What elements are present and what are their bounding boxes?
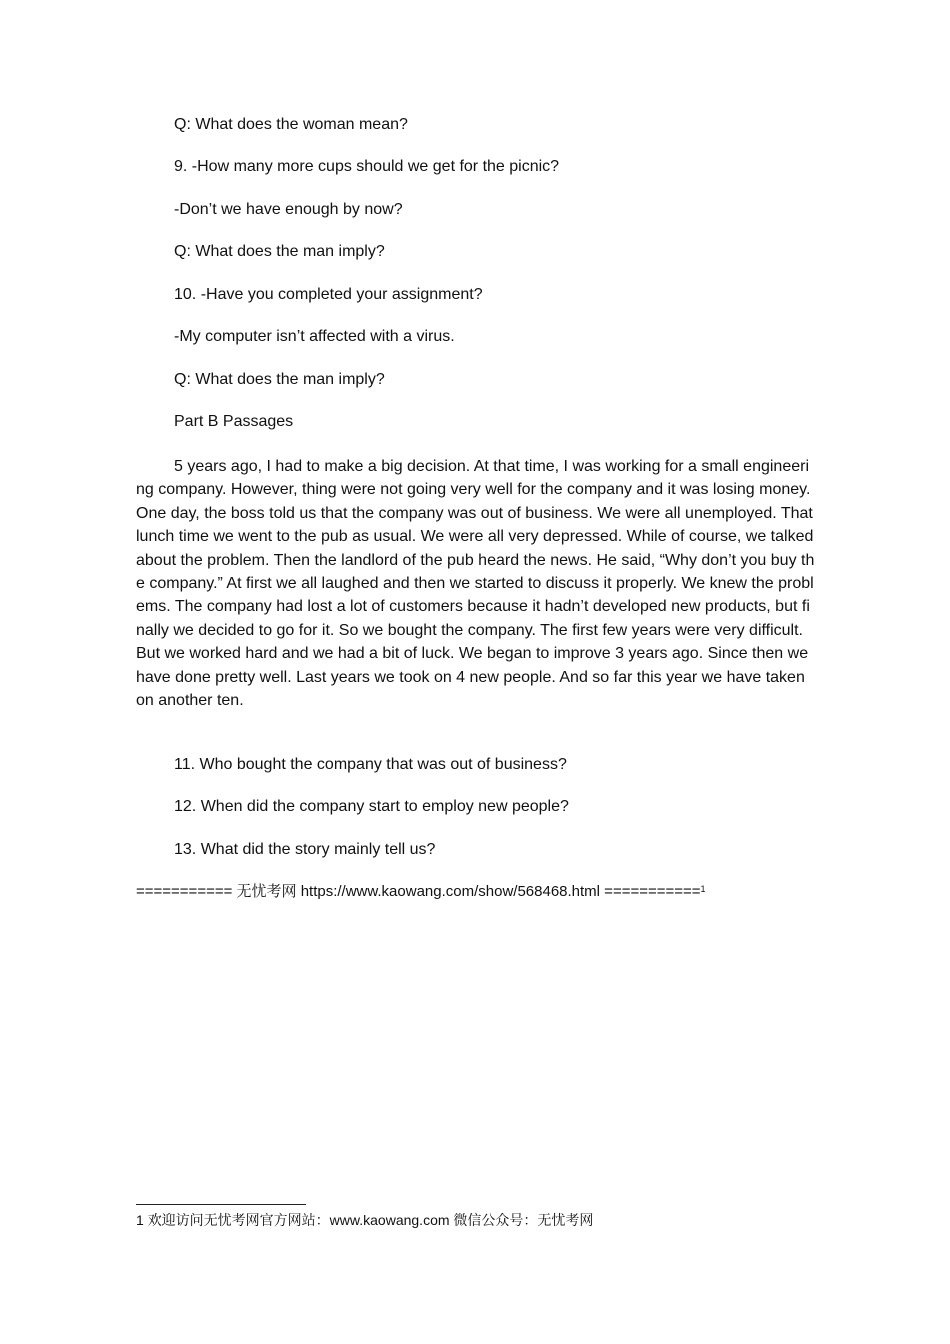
footnote-reference[interactable]: 1: [700, 884, 706, 894]
question-line: Q: What does the woman mean?: [174, 116, 408, 133]
dialogue-line: -My computer isn’t affected with a virus.: [174, 328, 455, 345]
footnote-number: 1: [136, 1212, 144, 1228]
passage-question: 13. What did the story mainly tell us?: [174, 841, 436, 858]
source-separator-text[interactable]: =========== 无忧考网 https://www.kaowang.com/show/568468.html ===========: [136, 883, 701, 900]
dialogue-line: 10. -Have you completed your assignment?: [174, 286, 483, 303]
source-separator: [136, 881, 706, 903]
question-line: Q: What does the man imply?: [174, 371, 385, 388]
passage-paragraph: 5 years ago, I had to make a big decision. At that time, I was working for a small engineering company. However, thing were not going very well for the company and it was losing money. One day, the boss told us that the company was out of business. We were all unemployed. That lunch time we went to the pub as usual. We were all very depressed. While of course, we talked about the problem. Then the landlord of the pub heard the news. He said, “Why don’t you buy the company.” At first we all laughed and then we started to discuss it properly. We knew the problems. The company had lost a lot of customers because it hadn’t developed new products, but finally we decided to go for it. So we bought the company. The first few years were very difficult. But we worked hard and we had a bit of luck. We began to improve 3 years ago. Since then we have done pretty well. Last years we took on 4 new people. And so far this year we have taken on another ten.: [136, 458, 815, 710]
passage-question: 11. Who bought the company that was out of business?: [174, 756, 567, 773]
footnote: [136, 1210, 593, 1230]
question-line: Q: What does the man imply?: [174, 243, 385, 260]
section-heading: Part B Passages: [174, 413, 294, 430]
footnote-text: 欢迎访问无忧考网官方网站：www.kaowang.com 微信公众号：无忧考网: [147, 1212, 594, 1228]
passage-question: 12. When did the company start to employ new people?: [174, 798, 569, 815]
footnote-divider: [136, 1204, 306, 1205]
dialogue-line: -Don’t we have enough by now?: [174, 201, 403, 218]
dialogue-line: 9. -How many more cups should we get for the picnic?: [174, 158, 560, 175]
